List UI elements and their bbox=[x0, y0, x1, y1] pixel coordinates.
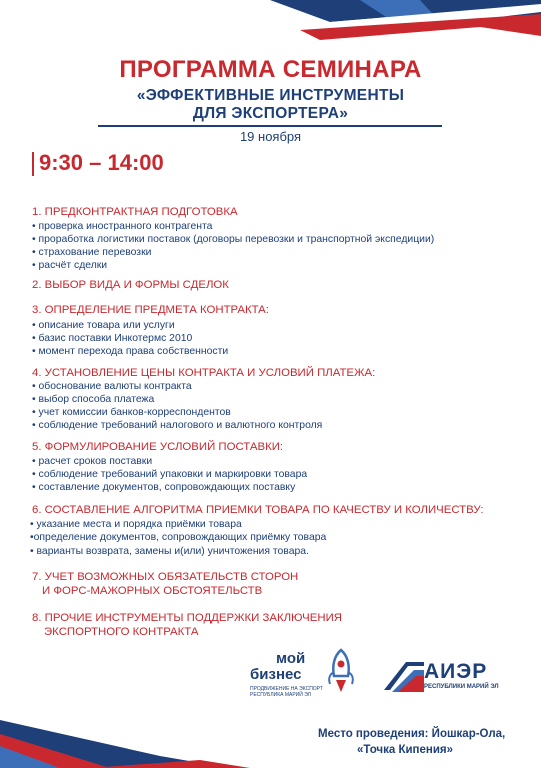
venue-line2: «Точка Кипения» bbox=[357, 744, 454, 756]
section-title-3: 3. ОПРЕДЕЛЕНИЕ ПРЕДМЕТА КОНТРАКТА: bbox=[32, 304, 269, 316]
rocket-icon bbox=[326, 648, 356, 694]
seminar-date: 19 ноября bbox=[239, 129, 302, 144]
section-title-6: 6. СОСТАВЛЕНИЕ АЛГОРИТМА ПРИЕМКИ ТОВАРА ПО КАЧЕСТВУ И КОЛИЧЕСТВУ: bbox=[32, 504, 484, 516]
section-1-item: • проработка логистики поставок (договоры перевозки и транспортной экспедиции) bbox=[32, 234, 435, 245]
moi-biznes-word1: мой bbox=[276, 650, 306, 667]
seminar-subtitle-line2: ДЛЯ ЭКСПОРТЕРА» bbox=[192, 105, 349, 122]
section-title-8-line2: ЭКСПОРТНОГО КОНТРАКТА bbox=[44, 626, 199, 638]
section-title-7: 7. УЧЕТ ВОЗМОЖНЫХ ОБЯЗАТЕЛЬСТВ СТОРОН bbox=[32, 571, 299, 583]
section-4-item: • учет комиссии банков-корреспондентов bbox=[32, 407, 231, 418]
section-5-item: • составление документов, сопровождающих поставку bbox=[32, 482, 296, 493]
aier-logo-caption: РЕСПУБЛИКИ МАРИЙ ЭЛ bbox=[424, 684, 499, 690]
section-3-item: • момент перехода права собственности bbox=[32, 346, 229, 357]
section-1-item: • проверка иностранного контрагента bbox=[32, 221, 213, 232]
aier-emblem-icon bbox=[384, 660, 424, 694]
section-title-2: 2. ВЫБОР ВИДА И ФОРМЫ СДЕЛОК bbox=[32, 279, 229, 291]
aier-logo-name: АИЭР bbox=[424, 660, 488, 683]
section-6-item: • указание места и порядка приёмки товара bbox=[30, 519, 242, 530]
moi-biznes-word2: бизнес bbox=[250, 666, 302, 683]
title-divider bbox=[98, 125, 442, 127]
section-3-item: • описание товара или услуги bbox=[32, 320, 175, 331]
section-5-item: • расчет сроков поставки bbox=[32, 456, 153, 467]
section-1-item: • страхование перевозки bbox=[32, 247, 152, 258]
venue-line1: Место проведения: Йошкар-Ола, bbox=[318, 728, 506, 740]
section-3-item: • базис поставки Инкотермс 2010 bbox=[32, 333, 193, 344]
section-5-item: • соблюдение требований упаковки и маркировки товара bbox=[32, 469, 308, 480]
time-accent-bar bbox=[32, 152, 34, 176]
section-6-item: •определение документов, сопровождающих приёмку товара bbox=[30, 532, 327, 543]
moi-biznes-logo bbox=[250, 648, 356, 708]
section-1-item: • расчёт сделки bbox=[32, 260, 108, 271]
moi-biznes-caption2: РЕСПУБЛИКА МАРИЙ ЭЛ bbox=[250, 692, 311, 698]
section-title-7-line2: И ФОРС-МАЖОРНЫХ ОБСТОЯТЕЛЬСТВ bbox=[42, 585, 263, 597]
seminar-subtitle-line1: «ЭФФЕКТИВНЫЕ ИНСТРУМЕНТЫ bbox=[136, 87, 405, 104]
section-title-5: 5. ФОРМУЛИРОВАНИЕ УСЛОВИЙ ПОСТАВКИ: bbox=[32, 441, 284, 453]
moi-biznes-caption1: ПРОДВИЖЕНИЕ НА ЭКСПОРТ bbox=[250, 686, 323, 692]
section-title-1: 1. ПРЕДКОНТРАКТНАЯ ПОДГОТОВКА bbox=[32, 206, 238, 218]
section-title-4: 4. УСТАНОВЛЕНИЕ ЦЕНЫ КОНТРАКТА И УСЛОВИЙ ПЛАТЕЖА: bbox=[32, 367, 376, 379]
page-title: ПРОГРАММА СЕМИНАРА bbox=[119, 56, 422, 83]
section-4-item: • выбор способа платежа bbox=[32, 394, 155, 405]
section-6-item: • варианты возврата, замены и(или) уничтожения товара. bbox=[30, 546, 309, 557]
seminar-time: 9:30 – 14:00 bbox=[39, 150, 164, 175]
section-title-8: 8. ПРОЧИЕ ИНСТРУМЕНТЫ ПОДДЕРЖКИ ЗАКЛЮЧЕНИЯ bbox=[32, 612, 343, 624]
section-4-item: • соблюдение требований налогового и валютного контроля bbox=[32, 420, 323, 431]
section-4-item: • обоснование валюты контракта bbox=[32, 381, 192, 392]
